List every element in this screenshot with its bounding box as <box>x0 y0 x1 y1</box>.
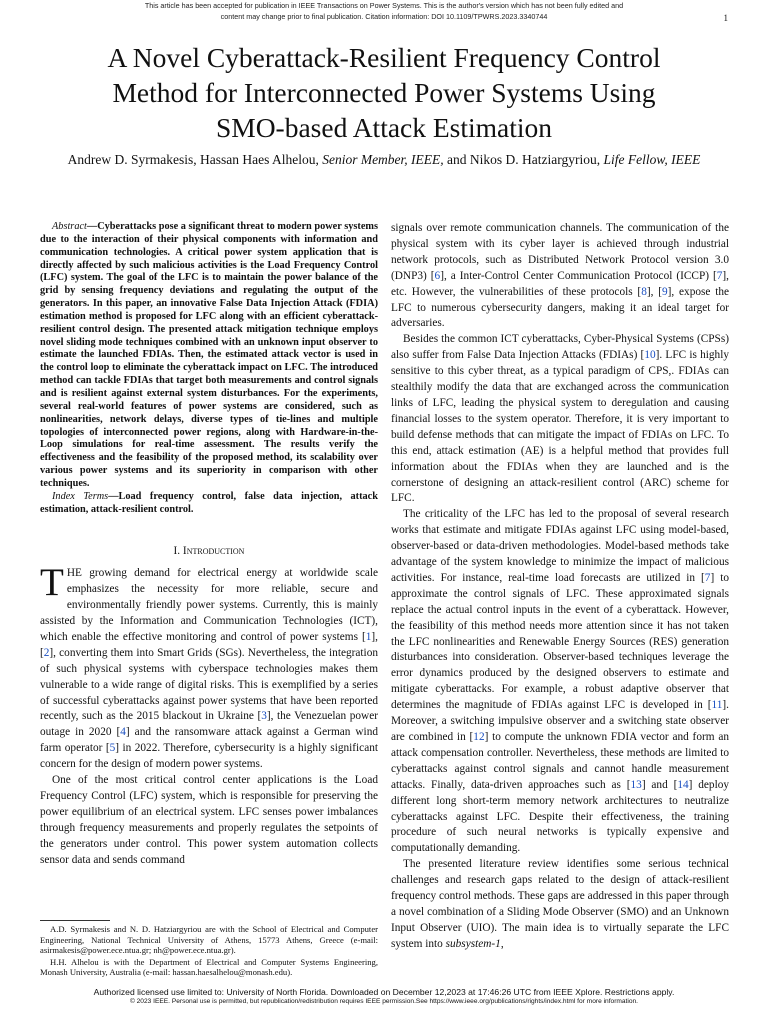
text-run: ] and [ <box>641 778 678 791</box>
citation-link[interactable]: 2 <box>43 646 50 659</box>
citation-link[interactable]: 11 <box>711 699 723 712</box>
text-run: Besides the common ICT cyberattacks, Cyber-Physical Systems (CPSs) also suffer from False Data Injection Attacks (FDIAs) [ <box>391 333 729 362</box>
citation-link[interactable]: 4 <box>120 726 126 739</box>
text-run: ] deploy different long short-term memory network architectures to neutralize cyberattacks against LFC. Despite their effectiveness, the training procedure of such neural networks is typically expensive and computationally demanding. <box>391 778 730 855</box>
author-role-1: Senior Member, IEEE, <box>322 152 444 167</box>
text-run: HE growing demand for electrical energy at worldwide scale emphasizes the necessity for more reliable, secure and environmentally friendly power systems. Currently, this is mainly assisted by the Information and Communication Technologies (ICT), which enable the effective monitoring and control of power systems [ <box>40 567 378 643</box>
right-column <box>391 221 729 953</box>
index-terms-text: —Load frequency control, false data injection, attack estimation, attack-resilient control. <box>40 490 378 515</box>
citation-link[interactable]: 8 <box>641 285 647 298</box>
text-run: ], expose the LFC to numerous cybersecurity dangers, making it an ideal target for adversaries. <box>391 285 730 330</box>
abstract-label: Abstract <box>52 221 87 232</box>
drop-cap: T <box>40 561 64 605</box>
citation-link[interactable]: 1 <box>365 630 372 643</box>
citation-link[interactable]: 3 <box>261 710 267 723</box>
text-run: ] in 2022. Therefore, cybersecurity is a highly significant concern for the design of modern power systems. <box>40 742 378 771</box>
text-run: ] to approximate the control signals of LFC. These approximated signals replace the actual control inputs in the event of a cyberattack. However, the feasibility of this method needs more attention since it has not taken the LFC nonlinearities and Renewable Energy Sources (RES) generation disturbances into consideration. Observer-based techniques leverage the error dynamics produced by the designed observers to estimate and mitigate cyberattacks. For example, a robust adaptive observer that determines the magnitude of FDIAs against LFC is developed in [ <box>391 571 730 712</box>
text-run: signals over remote communication channels. The communication of the physical system with its cyber layer is achieved through industrial network protocols, such as Distributed Network Protocol version 3.0 (DNP3) [ <box>391 222 729 282</box>
body-paragraph-review <box>391 507 729 857</box>
page-number: 1 <box>723 13 728 23</box>
notice-line-2: content may change prior to final publication. Citation information: DOI 10.1109/TPWRS.2023.3340744 <box>220 12 548 21</box>
citation-link[interactable]: 5 <box>109 742 116 755</box>
footnote-rule <box>40 920 110 921</box>
text-run: ] to compute the unknown FDIA vector and form an attack compensation controller. Nevertheless, these methods are limited to cyberattacks against control signals and cannot handle measurement attacks. Finally, data-driven approaches such as [ <box>391 731 729 791</box>
text-run-italic: subsystem-1 <box>445 937 501 950</box>
citation-link[interactable]: 6 <box>434 269 441 282</box>
text-run: The criticality of the LFC has led to the proposal of several research works that estimate and mitigate FDIAs against LFC using model-based, observer-based or data-driven methodologies. Model-based methods take advantage of the system knowledge to minimize the impact of malicious activities. For instance, real-time load forecasts are utilized in [ <box>391 508 729 584</box>
notice-line-1: This article has been accepted for publication in IEEE Transactions on Power Systems. This is the author's version which has not been fully edited and <box>144 1 624 10</box>
text-run: , <box>500 937 504 950</box>
body-paragraph-continued <box>391 221 729 332</box>
intro-paragraph-1 <box>40 561 378 773</box>
citation-link[interactable]: 7 <box>716 269 723 282</box>
text-run: ], [ <box>646 285 662 298</box>
citation-link[interactable]: 14 <box>677 778 689 791</box>
section-heading-introduction: I. Introduction <box>173 545 245 558</box>
publication-notice <box>0 0 768 22</box>
text-run: The presented literature review identifies some serious technical challenges and research gaps related to the design of attack-resilient frequency control methods. These gaps are addressed in this paper through a novel combination of a Sliding Mode Observer (SMO) and an Unknown Input Observer (UIO). The main idea is to virtually separate the LFC system into <box>391 858 729 950</box>
author-names-1: Andrew D. Syrmakesis, Hassan Haes Alhelou, <box>67 152 323 167</box>
text-run: ] and the ransomware attack against a German wind farm operator [ <box>40 726 378 755</box>
citation-link[interactable]: 7 <box>704 571 711 584</box>
author-list <box>40 152 728 168</box>
index-terms-label: Index Terms <box>52 490 109 502</box>
paper-title <box>40 40 728 145</box>
license-notice: Authorized licensed use limited to: University of North Florida. Downloaded on December 12,2023 at 17:46:26 UTC from IEEE Xplore. Restrictions apply. <box>93 987 675 997</box>
text-run: ], etc. However, the vulnerabilities of these protocols [ <box>391 269 730 298</box>
text-run: ]. LFC is highly sensitive to this cyber threat, as a typical paradigm of CPS,. FDIAs can stealthily modify the data that are exchanged across the communication links of LFC, leading the physical system to deregulation and causing financial losses to the system operator. Therefore, it is very important to build defense methods that can mitigate the impact of FDIAs on LFC. To this end, attack estimation (AE) is a helpful method that provides full information about the FDIAs when they are launched and is the cornerstone of designing an attack-resilient control (ARC) scheme for LFC. <box>391 349 729 505</box>
text-run: ], [ <box>40 630 378 659</box>
intro-paragraph-2: One of the most critical control center applications is the Load Frequency Control (LFC) system, which is responsible for preserving the power equilibrium of an electrical system. LFC senses power imbalances through frequency measurements and properly regulates the setpoints of the generators under control. This power system automation collects sensor data and sends command <box>40 774 378 866</box>
title-line-3: SMO-based Attack Estimation <box>215 112 553 143</box>
citation-link[interactable]: 13 <box>630 778 642 791</box>
text-run: ], converting them into Smart Grids (SGs). Nevertheless, the integration of such physical systems with cyberspace technologies makes them vulnerable to a wide range of digital risks. This is exemplified by a series of successful cyberattacks against power systems that have been reported recently, such as the 2015 blackout in Ukraine [ <box>40 646 378 723</box>
text-run: ], the Venezuelan power outage in 2020 [ <box>40 710 378 739</box>
left-column <box>40 221 378 869</box>
title-line-1: A Novel Cyberattack-Resilient Frequency Control <box>107 42 661 73</box>
citation-link[interactable]: 12 <box>473 731 485 743</box>
body-paragraph-fdia <box>391 332 729 507</box>
body-paragraph-gaps <box>391 857 729 952</box>
footnote-paragraph-1: A.D. Syrmakesis and N. D. Hatziargyriou are with the School of Electrical and Computer Engineering, National Technical University of Athens, 15773 Athens, Greece (e-mail: asirmakesis@power.ece.ntua.gr; nh@power.ece.ntua.gr). <box>40 924 378 956</box>
index-terms <box>40 491 378 517</box>
title-line-2: Method for Interconnected Power Systems Using <box>112 77 656 108</box>
text-run: ]. Moreover, a switching impulsive observer and a switching state observer are combined in [ <box>391 699 729 743</box>
author-affiliation-footnote <box>40 924 378 979</box>
text-run: ], a Inter-Control Center Communication Protocol (ICCP) [ <box>440 269 717 282</box>
author-names-2: and Nikos D. Hatziargyriou, <box>443 152 604 167</box>
copyright-notice: © 2023 IEEE. Personal use is permitted, but republication/redistribution requires IEEE permission.See https://www.ieee.org/publications/rights/index.html for more information. <box>129 998 639 1005</box>
citation-link[interactable]: 9 <box>662 285 668 298</box>
citation-link[interactable]: 10 <box>644 349 656 362</box>
author-role-2: Life Fellow, IEEE <box>603 152 701 167</box>
abstract <box>40 221 378 491</box>
abstract-text: —Cyberattacks pose a significant threat to modern power systems due to the interaction of their physical components with information and communication technologies. A critical power system application that is directly affected by such malicious activities is the Load Frequency Control (LFC) system. The goal of the LFC is to maintain the power balance of the grid by sensing frequency deviations and regulating the output of the generators. In this paper, an innovative False Data Injection Attack (FDIA) estimation method is proposed for LFC along with an efficient cyberattack-resilient control design. The presented attack mitigation technique employs novel sliding mode techniques combined with an unknown input observer to estimate the launched FDIAs. Then, the estimated attack vector is used in the control loop to eliminate the cyberattack impact on LFC. The introduced method can tackle FDIAs that target both measurements and control signals and is resilient against external system disturbances. For the experiments, several real-world features of power systems are considered, such as nonlinearities, network delays, diverse types of tie-lines and multiple topologies of interconnected power regions, along with Hardware-in-the-Loop simulations for real-time assessment. The results verify the effectiveness and the feasibility of the proposed method, its scalability over various power systems and its superiority in comparison with other techniques. <box>40 221 378 489</box>
footnote-paragraph-2: H.H. Alhelou is with the Department of Electrical and Computer Systems Engineering, Monash University, Australia (e-mail: hassan.haesalhelou@monash.edu). <box>40 956 378 978</box>
